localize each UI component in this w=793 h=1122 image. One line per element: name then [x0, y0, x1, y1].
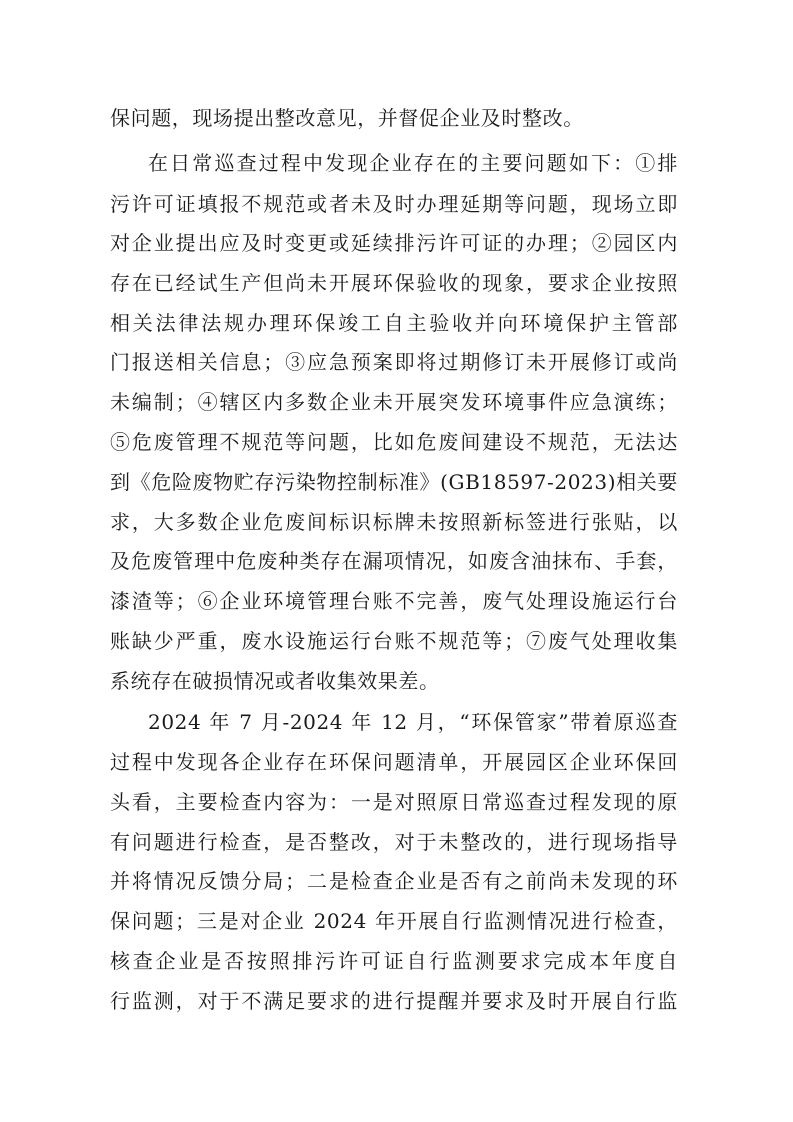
text-line-6: 相关法律法规办理环保竣工自主验收并向环境保护主管部 — [110, 311, 678, 335]
text-line-19: 有问题进行检查，是否整改，对于未整改的，进行现场指导 — [110, 830, 678, 854]
text-line-3: 污许可证填报不规范或者未及时办理延期等问题，现场立即 — [110, 192, 678, 216]
text-line-12: 及危废管理中危废种类存在漏项情况，如废含油抹布、手套， — [110, 549, 678, 573]
text-line-11: 求，大多数企业危废间标识标牌未按照新标签进行张贴，以 — [110, 510, 678, 534]
text-line-5: 存在已经试生产但尚未开展环保验收的现象，要求企业按照 — [110, 271, 678, 295]
text-line-18: 头看，主要检查内容为：一是对照原日常巡查过程发现的原 — [110, 790, 678, 814]
text-line-1: 保问题，现场提出整改意见，并督促企业及时整改。 — [110, 106, 584, 130]
text-line-16: 2024 年 7 月-2024 年 12 月，“环保管家”带着原巡查 — [148, 710, 678, 734]
text-line-2: 在日常巡查过程中发现企业存在的主要问题如下：①排 — [148, 151, 678, 175]
text-line-15: 系统存在破损情况或者收集效果差。 — [110, 669, 440, 693]
text-line-13: 漆渣等；⑥企业环境管理台账不完善，废气处理设施运行台 — [110, 589, 678, 613]
text-line-4: 对企业提出应及时变更或延续排污许可证的办理；②园区内 — [110, 231, 678, 255]
text-line-17: 过程中发现各企业存在环保问题清单，开展园区企业环保回 — [110, 750, 678, 774]
text-line-7: 门报送相关信息；③应急预案即将过期修订未开展修订或尚 — [110, 350, 678, 374]
text-line-9: ⑤危废管理不规范等问题，比如危废间建设不规范，无法达 — [110, 430, 678, 454]
text-line-23: 行监测，对于不满足要求的进行提醒并要求及时开展自行监 — [110, 989, 678, 1013]
text-line-8: 未编制；④辖区内多数企业未开展突发环境事件应急演练； — [110, 390, 678, 414]
text-line-20: 并将情况反馈分局；二是检查企业是否有之前尚未发现的环 — [110, 869, 678, 893]
text-line-22: 核查企业是否按照排污许可证自行监测要求完成本年度自 — [110, 949, 678, 973]
text-line-21: 保问题；三是对企业 2024 年开展自行监测情况进行检查， — [110, 909, 678, 933]
text-line-14: 账缺少严重，废水设施运行台账不规范等；⑦废气处理收集 — [110, 629, 678, 653]
text-line-10: 到《危险废物贮存污染物控制标准》(GB18597-2023)相关要 — [110, 470, 678, 494]
